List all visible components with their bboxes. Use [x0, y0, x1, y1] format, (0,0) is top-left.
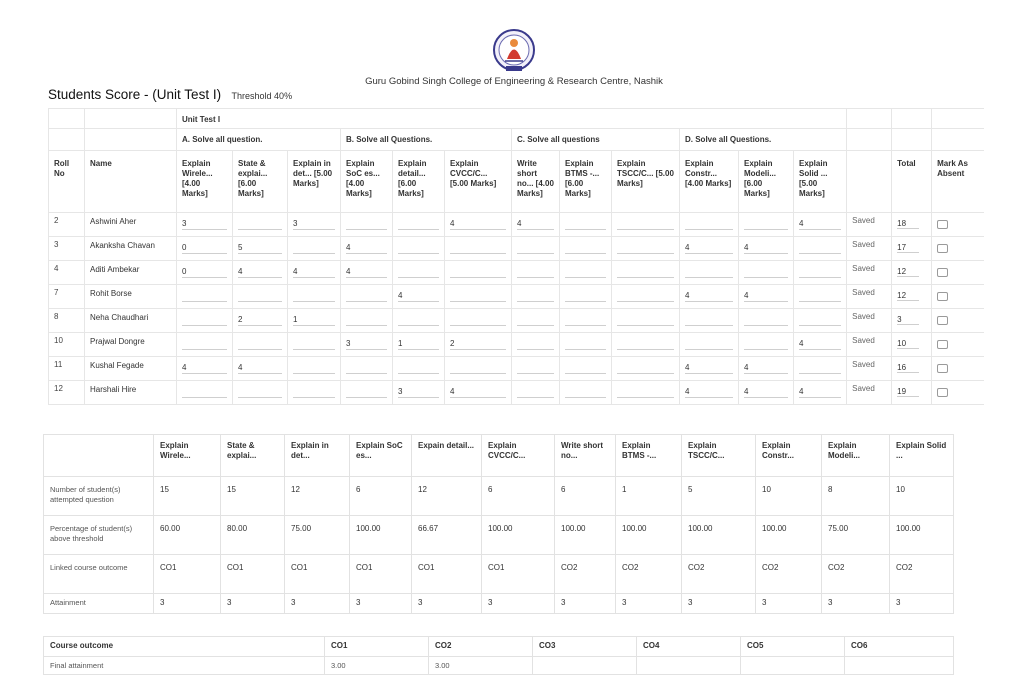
attainment-value: CO1 [350, 555, 412, 594]
score-input[interactable]: 2 [450, 336, 506, 350]
score-input[interactable] [565, 288, 606, 302]
score-input[interactable]: 4 [799, 384, 841, 398]
total-header: Total [892, 151, 932, 213]
score-input[interactable] [799, 312, 841, 326]
roll-number: 3 [49, 237, 85, 261]
course-outcome-header: Course outcome [44, 637, 325, 657]
attainment-question-header: Explain Wirele... [154, 435, 221, 477]
mark-absent-checkbox[interactable] [937, 268, 948, 277]
section-b-label: B. Solve all Questions. [341, 129, 512, 151]
score-input[interactable] [799, 360, 841, 374]
attainment-value: 66.67 [412, 516, 482, 555]
score-input[interactable] [346, 312, 387, 326]
score-input[interactable] [238, 288, 282, 302]
score-input[interactable]: 4 [238, 360, 282, 374]
save-status: Saved [847, 357, 892, 381]
total-field[interactable]: 12 [897, 288, 919, 301]
roll-number: 4 [49, 261, 85, 285]
score-input[interactable]: 4 [685, 288, 733, 302]
student-name: Prajwal Dongre [85, 333, 177, 357]
score-input[interactable] [517, 288, 554, 302]
score-input[interactable]: 4 [744, 240, 788, 254]
score-input[interactable] [617, 216, 674, 230]
attainment-value: CO2 [616, 555, 682, 594]
final-attainment-value: 3.00 [429, 657, 533, 675]
roll-number: 8 [49, 309, 85, 333]
co-header: CO4 [637, 637, 741, 657]
attainment-value: 100.00 [555, 516, 616, 555]
score-input[interactable] [293, 336, 335, 350]
attainment-value: 75.00 [822, 516, 890, 555]
status-header [847, 151, 892, 213]
score-input[interactable] [617, 336, 674, 350]
score-input[interactable] [617, 240, 674, 254]
score-input[interactable] [293, 360, 335, 374]
attainment-value: 3 [616, 594, 682, 614]
score-input[interactable] [517, 360, 554, 374]
unit-row [49, 109, 985, 129]
attainment-table [43, 434, 954, 614]
score-input[interactable] [182, 288, 227, 302]
question-header: Explain Solid ... [5.00 Marks] [794, 151, 847, 213]
score-input[interactable] [517, 264, 554, 278]
save-status: Saved [847, 285, 892, 309]
score-input[interactable] [182, 312, 227, 326]
attainment-value: 6 [555, 477, 616, 516]
total-field[interactable]: 12 [897, 264, 919, 277]
score-input[interactable] [517, 240, 554, 254]
score-input[interactable] [398, 240, 439, 254]
student-row [49, 285, 985, 309]
student-name: Akanksha Chavan [85, 237, 177, 261]
section-row [49, 129, 985, 151]
question-header: State & explai... [6.00 Marks] [233, 151, 288, 213]
score-input[interactable] [346, 384, 387, 398]
final-attainment-value [741, 657, 845, 675]
mark-absent-checkbox[interactable] [937, 244, 948, 253]
attainment-value: CO2 [555, 555, 616, 594]
question-header: Explain CVCC/C... [5.00 Marks] [445, 151, 512, 213]
score-input[interactable] [450, 264, 506, 278]
attainment-question-header: Explain in det... [285, 435, 350, 477]
score-input[interactable]: 4 [293, 264, 335, 278]
college-header [0, 28, 1028, 87]
student-row [49, 213, 985, 237]
score-input[interactable] [565, 216, 606, 230]
total-field[interactable]: 16 [897, 360, 919, 373]
score-input[interactable] [398, 216, 439, 230]
roll-no-header: Roll No [49, 151, 85, 213]
attainment-row-label: Attainment [44, 594, 154, 614]
student-name: Aditi Ambekar [85, 261, 177, 285]
attainment-header-row [44, 435, 954, 477]
attainment-question-header: Explain Solid ... [890, 435, 954, 477]
score-input[interactable] [398, 312, 439, 326]
score-input[interactable]: 5 [238, 240, 282, 254]
course-outcome-header-row [44, 637, 954, 657]
score-input[interactable]: 0 [182, 240, 227, 254]
attainment-value: CO2 [822, 555, 890, 594]
attainment-question-header: Explain BTMS -... [616, 435, 682, 477]
student-row [49, 261, 985, 285]
score-input[interactable] [565, 264, 606, 278]
attainment-question-header: Explain TSCC/C... [682, 435, 756, 477]
roll-number: 2 [49, 213, 85, 237]
score-input[interactable] [565, 312, 606, 326]
student-row [49, 381, 985, 405]
attainment-question-header: Explain Modeli... [822, 435, 890, 477]
score-input[interactable]: 1 [398, 336, 439, 350]
final-attainment-value [845, 657, 954, 675]
mark-absent-checkbox[interactable] [937, 316, 948, 325]
co-header: CO2 [429, 637, 533, 657]
attainment-value: 75.00 [285, 516, 350, 555]
attainment-value: 15 [154, 477, 221, 516]
question-header: Write short no... [4.00 Marks] [512, 151, 560, 213]
score-input[interactable]: 4 [685, 384, 733, 398]
score-input[interactable]: 3 [346, 336, 387, 350]
save-status: Saved [847, 237, 892, 261]
score-input[interactable] [565, 360, 606, 374]
score-input[interactable]: 4 [744, 384, 788, 398]
attainment-value: 5 [682, 477, 756, 516]
score-input[interactable] [565, 384, 606, 398]
score-input[interactable]: 4 [685, 240, 733, 254]
save-status: Saved [847, 213, 892, 237]
question-header: Explain Modeli... [6.00 Marks] [739, 151, 794, 213]
score-input[interactable] [617, 384, 674, 398]
attainment-value: 100.00 [350, 516, 412, 555]
mark-absent-checkbox[interactable] [937, 220, 948, 229]
score-input[interactable] [450, 240, 506, 254]
attainment-value: CO1 [154, 555, 221, 594]
final-attainment-value [533, 657, 637, 675]
score-input[interactable] [617, 288, 674, 302]
question-header: Explain TSCC/C... [5.00 Marks] [612, 151, 680, 213]
score-input[interactable]: 4 [182, 360, 227, 374]
attainment-value: 3 [412, 594, 482, 614]
score-input[interactable] [346, 288, 387, 302]
total-field[interactable]: 18 [897, 216, 919, 229]
attainment-value: 3 [154, 594, 221, 614]
attainment-value: 3 [285, 594, 350, 614]
score-input[interactable] [685, 216, 733, 230]
score-input[interactable] [744, 336, 788, 350]
attainment-value: 3 [555, 594, 616, 614]
attainment-value: 3 [822, 594, 890, 614]
student-row [49, 237, 985, 261]
score-input[interactable] [450, 288, 506, 302]
student-name: Neha Chaudhari [85, 309, 177, 333]
roll-number: 7 [49, 285, 85, 309]
final-attainment-label: Final attainment [44, 657, 325, 675]
score-input[interactable]: 4 [346, 240, 387, 254]
total-field[interactable]: 3 [897, 312, 919, 325]
section-d-label: D. Solve all Questions. [680, 129, 847, 151]
score-input[interactable] [617, 360, 674, 374]
score-input[interactable] [346, 216, 387, 230]
mark-absent-checkbox[interactable] [937, 292, 948, 301]
attainment-value: 10 [890, 477, 954, 516]
save-status: Saved [847, 381, 892, 405]
attainment-value: 15 [221, 477, 285, 516]
score-input[interactable] [238, 216, 282, 230]
score-table-container[interactable] [48, 108, 984, 410]
score-input[interactable] [799, 264, 841, 278]
score-input[interactable]: 4 [398, 288, 439, 302]
attainment-value: CO1 [221, 555, 285, 594]
score-input[interactable] [565, 336, 606, 350]
page-title: Students Score - (Unit Test I) [48, 87, 222, 102]
final-attainment-row [44, 657, 954, 675]
attainment-question-header: Expain detail... [412, 435, 482, 477]
score-input[interactable]: 3 [398, 384, 439, 398]
college-name: Guru Gobind Singh College of Engineering & Research Centre, Nashik [365, 76, 663, 87]
attainment-value: CO2 [682, 555, 756, 594]
mark-absent-header: Mark As Absent [932, 151, 984, 213]
score-input[interactable]: 3 [293, 216, 335, 230]
score-input[interactable] [238, 336, 282, 350]
co-header: CO6 [845, 637, 954, 657]
attainment-row [44, 594, 954, 614]
section-a-label: A. Solve all question. [177, 129, 341, 151]
score-input[interactable]: 4 [450, 216, 506, 230]
attainment-row [44, 516, 954, 555]
question-header: Explain Wirele... [4.00 Marks] [177, 151, 233, 213]
course-outcome-table [43, 636, 954, 675]
student-name: Harshali Hire [85, 381, 177, 405]
score-input[interactable] [450, 360, 506, 374]
score-input[interactable]: 4 [744, 288, 788, 302]
score-input[interactable]: 4 [346, 264, 387, 278]
attainment-value: 3 [350, 594, 412, 614]
score-input[interactable] [685, 336, 733, 350]
score-input[interactable] [617, 312, 674, 326]
score-input[interactable] [685, 312, 733, 326]
score-input[interactable] [450, 312, 506, 326]
attainment-value: 3 [890, 594, 954, 614]
attainment-value: 100.00 [482, 516, 555, 555]
attainment-value: 6 [350, 477, 412, 516]
score-input[interactable]: 4 [450, 384, 506, 398]
attainment-value: 1 [616, 477, 682, 516]
total-field[interactable]: 19 [897, 384, 919, 397]
score-input[interactable] [744, 312, 788, 326]
score-input[interactable] [182, 336, 227, 350]
score-input[interactable] [293, 240, 335, 254]
attainment-value: CO1 [285, 555, 350, 594]
attainment-value: CO1 [412, 555, 482, 594]
save-status: Saved [847, 261, 892, 285]
attainment-question-header: State & explai... [221, 435, 285, 477]
attainment-value: 80.00 [221, 516, 285, 555]
attainment-value: 6 [482, 477, 555, 516]
score-input[interactable]: 2 [238, 312, 282, 326]
score-input[interactable]: 0 [182, 264, 227, 278]
attainment-row-label: Linked course outcome [44, 555, 154, 594]
final-attainment-value: 3.00 [325, 657, 429, 675]
score-input[interactable]: 3 [182, 216, 227, 230]
student-row [49, 309, 985, 333]
course-outcome-table-container [43, 636, 953, 675]
score-input[interactable] [744, 264, 788, 278]
attainment-value: CO2 [890, 555, 954, 594]
student-row [49, 357, 985, 381]
threshold-label: Threshold 40% [231, 91, 293, 101]
attainment-table-container [43, 434, 953, 614]
score-input[interactable] [182, 384, 227, 398]
total-field[interactable]: 17 [897, 240, 919, 253]
attainment-value: 8 [822, 477, 890, 516]
score-input[interactable] [799, 240, 841, 254]
question-header-row [49, 151, 985, 213]
attainment-value: 100.00 [756, 516, 822, 555]
attainment-value: 100.00 [682, 516, 756, 555]
score-input[interactable] [398, 264, 439, 278]
attainment-value: 10 [756, 477, 822, 516]
student-name: Kushal Fegade [85, 357, 177, 381]
score-input[interactable] [398, 360, 439, 374]
score-input[interactable] [517, 336, 554, 350]
college-logo [486, 28, 542, 74]
score-input[interactable] [744, 216, 788, 230]
roll-number: 12 [49, 381, 85, 405]
mark-absent-checkbox[interactable] [937, 340, 948, 349]
student-name: Ashwini Aher [85, 213, 177, 237]
question-header: Explain detail... [6.00 Marks] [393, 151, 445, 213]
mark-absent-checkbox[interactable] [937, 388, 948, 397]
roll-number: 11 [49, 357, 85, 381]
question-header: Explain BTMS -... [6.00 Marks] [560, 151, 612, 213]
name-header: Name [85, 151, 177, 213]
unit-label: Unit Test I [177, 109, 847, 129]
score-input[interactable] [517, 384, 554, 398]
question-header: Explain SoC es... [4.00 Marks] [341, 151, 393, 213]
score-input[interactable] [617, 264, 674, 278]
roll-number: 10 [49, 333, 85, 357]
score-input[interactable] [799, 288, 841, 302]
score-input[interactable] [685, 264, 733, 278]
score-input[interactable]: 4 [517, 216, 554, 230]
score-input[interactable] [517, 312, 554, 326]
score-input[interactable] [346, 360, 387, 374]
score-input[interactable] [293, 288, 335, 302]
score-input[interactable]: 4 [685, 360, 733, 374]
total-field[interactable]: 10 [897, 336, 919, 349]
score-input[interactable]: 4 [744, 360, 788, 374]
score-table [48, 108, 984, 405]
attainment-question-header: Explain Constr... [756, 435, 822, 477]
co-header: CO3 [533, 637, 637, 657]
attainment-question-header: Explain CVCC/C... [482, 435, 555, 477]
attainment-question-header: Write short no... [555, 435, 616, 477]
question-header: Explain in det... [5.00 Marks] [288, 151, 341, 213]
student-name: Rohit Borse [85, 285, 177, 309]
attainment-value: 100.00 [616, 516, 682, 555]
mark-absent-checkbox[interactable] [937, 364, 948, 373]
score-input[interactable] [565, 240, 606, 254]
attainment-row [44, 555, 954, 594]
attainment-row [44, 477, 954, 516]
attainment-value: 3 [682, 594, 756, 614]
score-input[interactable]: 1 [293, 312, 335, 326]
attainment-row-label: Percentage of student(s) above threshold [44, 516, 154, 555]
attainment-value: 100.00 [890, 516, 954, 555]
co-header: CO1 [325, 637, 429, 657]
score-input[interactable]: 4 [799, 336, 841, 350]
page-title-row [48, 86, 292, 104]
attainment-value: CO1 [482, 555, 555, 594]
attainment-question-header: Explain SoC es... [350, 435, 412, 477]
attainment-value: 3 [221, 594, 285, 614]
score-input[interactable] [293, 384, 335, 398]
section-c-label: C. Solve all questions [512, 129, 680, 151]
attainment-value: 3 [756, 594, 822, 614]
co-header: CO5 [741, 637, 845, 657]
save-status: Saved [847, 333, 892, 357]
save-status: Saved [847, 309, 892, 333]
attainment-value: CO2 [756, 555, 822, 594]
attainment-value: 12 [285, 477, 350, 516]
score-input[interactable]: 4 [238, 264, 282, 278]
student-row [49, 333, 985, 357]
final-attainment-value [637, 657, 741, 675]
score-input[interactable] [238, 384, 282, 398]
attainment-row-label: Number of student(s) attempted question [44, 477, 154, 516]
attainment-value: 3 [482, 594, 555, 614]
attainment-value: 12 [412, 477, 482, 516]
question-header: Explain Constr... [4.00 Marks] [680, 151, 739, 213]
attainment-value: 60.00 [154, 516, 221, 555]
score-input[interactable]: 4 [799, 216, 841, 230]
